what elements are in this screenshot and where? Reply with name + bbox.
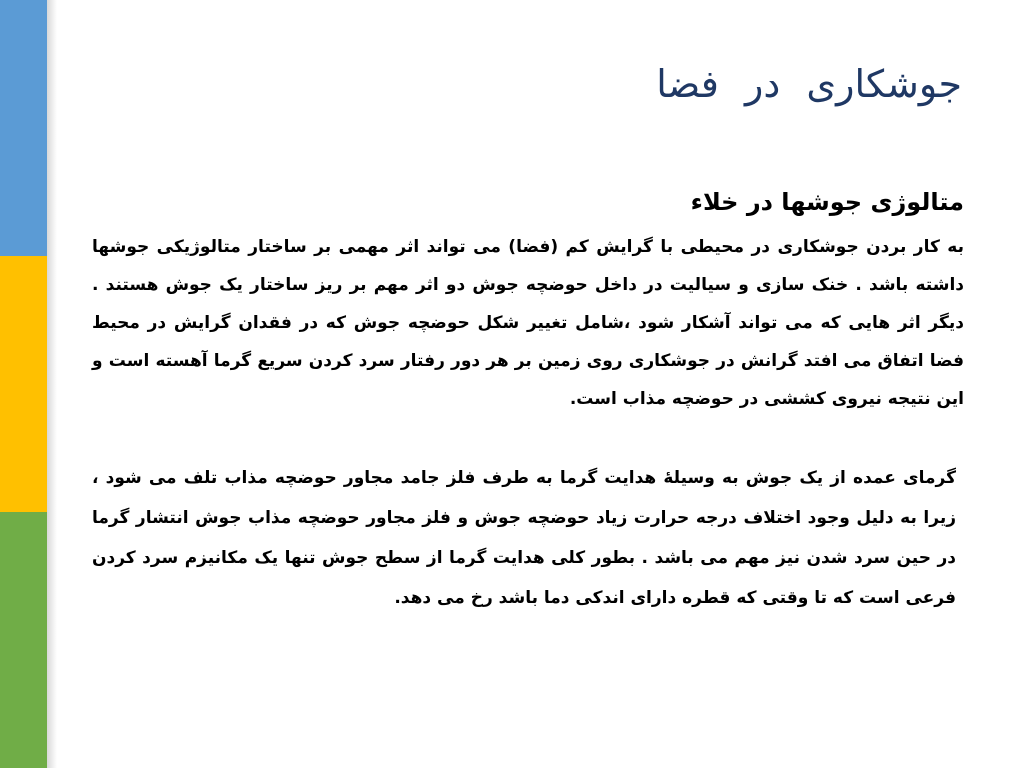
sidebar-shadow: [47, 0, 57, 768]
paragraph-1: به کار بردن جوشکاری در محیطی با گرایش کم (فضا) می تواند اثر مهمی بر ساختار متالوژیکی جوشها داشته باشد . خنک سازی و سیالیت در داخل حوضچه جوش دو اثر مهم بر ریز ساختار یک جوش هستند . دیگر اثر هایی که می تواند آشکار شود ،شامل تغییر شکل حوضچه جوش که در فقدان گرایش در محیط فضا اتفاق می افتد گرانش در جوشکاری روی زمین بر هر دور رفتار سرد کردن سریع گرما آهسته است و این نتیجه نیروی کششی در حوضچه مذاب است.: [92, 237, 964, 409]
sidebar-decoration: [0, 0, 47, 768]
sidebar-band-green: [0, 512, 47, 768]
slide-content: [92, 182, 964, 618]
section-heading: متالوژی جوشها در خلاء: [690, 188, 964, 216]
slide-title: جوشکاری در فضا: [656, 62, 962, 106]
sidebar-band-yellow: [0, 256, 47, 512]
sidebar-band-blue: [0, 0, 47, 256]
paragraph-2: گرمای عمده از یک جوش به وسیلۀ هدایت گرما به طرف فلز جامد مجاور حوضچه مذاب تلف می شود ، زیرا به دلیل وجود اختلاف درجه حرارت زیاد حوضچه جوش و فلز مجاور حوضچه مذاب جوش انتشار گرما در حین سرد شدن نیز مهم می باشد . بطور کلی هدایت گرما از سطح جوش تنها یک مکانیزم سرد کردن فرعی است که تا وقتی که قطره دارای اندکی دما باشد رخ می دهد.: [92, 468, 956, 608]
